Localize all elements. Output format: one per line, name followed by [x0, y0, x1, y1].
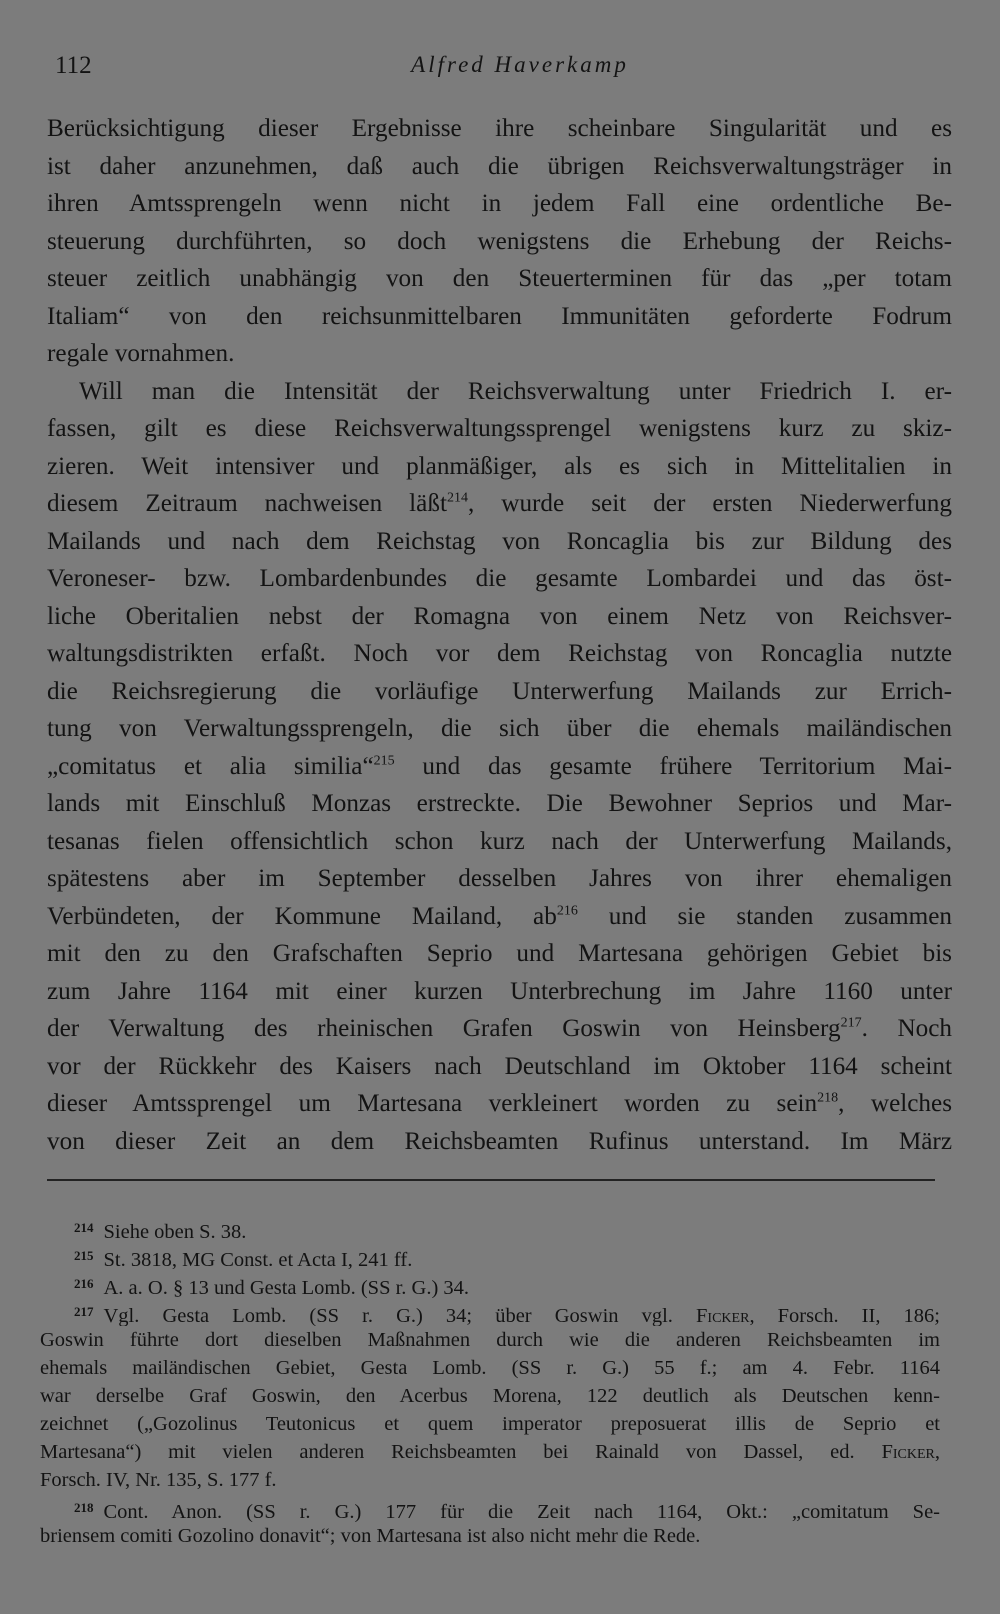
body-line: Will man die Intensität der Reichsverwaltung unter Friedrich I. er-: [79, 377, 952, 405]
footnote-number: 215: [74, 1248, 94, 1263]
body-line: steuer zeitlich unabhängig von den Steuerterminen für das „per totam: [47, 265, 952, 292]
footnote-reference[interactable]: 215: [373, 753, 395, 769]
body-line: Veroneser- bzw. Lombardenbundes die gesamte Lombardei und das öst-: [47, 565, 952, 592]
footnote-number: 217: [74, 1304, 94, 1319]
body-line: die Reichsregierung die vorläufige Unterwerfung Mailands zur Errich-: [47, 677, 952, 705]
body-line-text: und das gesamte frühere Territorium Mai-: [394, 752, 952, 780]
page-number: 112: [55, 52, 92, 79]
page-header: [55, 52, 945, 86]
footnote-number: 214: [74, 1220, 94, 1235]
footnote-text: Goswin führte dort dieselben Maßnahmen durch wie die anderen Reichsbeamten im: [40, 1329, 940, 1351]
footnote-reference[interactable]: 217: [840, 1015, 862, 1031]
footnote-line: [40, 1494, 940, 1522]
footnote-line: [40, 1270, 940, 1298]
body-line-text: diesem Zeitraum nachweisen läßt: [47, 490, 447, 517]
footnote-number: 216: [74, 1276, 94, 1291]
body-line: steuerung durchführten, so doch wenigstens die Erhebung der Reichs-: [47, 227, 952, 255]
footnote-text: Siehe oben S. 38.: [103, 1221, 247, 1242]
body-line: [47, 748, 952, 786]
body-line: [47, 485, 952, 523]
body-line-text: Verbündeten, der Kommune Mailand, ab: [47, 902, 557, 930]
footnote-text: Forsch. IV, Nr. 135, S. 177 f.: [40, 1469, 277, 1491]
body-line-text: , wurde seit der ersten Niederwerfung: [467, 490, 952, 517]
body-line: ihren Amtssprengeln wenn nicht in jedem Fall eine ordentliche Be-: [47, 190, 952, 217]
body-line-text: „comitatus et alia similia“: [47, 752, 374, 780]
footnote-line: [40, 1298, 940, 1326]
footnote-text: briensem comiti Gozolino donavit“; von Martesana ist also nicht mehr die Rede.: [40, 1525, 701, 1547]
footnote-reference[interactable]: 218: [817, 1090, 839, 1106]
footnote-line: [40, 1466, 940, 1494]
footnote-text: zeichnet („Gozolinus Teutonicus et quem imperator preposuerat illis de Seprio et: [40, 1413, 940, 1435]
body-line: Berücksichtigung dieser Ergebnisse ihre scheinbare Singularität und es: [47, 115, 952, 142]
body-line: spätestens aber im September desselben Jahres von ihrer ehemaligen: [47, 865, 952, 892]
body-line: Italiam“ von den reichsunmittelbaren Immunitäten geforderte Fodrum: [47, 302, 952, 330]
body-line-text: der Verwaltung des rheinischen Grafen Goswin von Heinsberg: [47, 1015, 841, 1042]
body-line: tesanas fielen offensichtlich schon kurz nach der Unterwerfung Mailands,: [47, 827, 952, 855]
body-line: mit den zu den Grafschaften Seprio und Martesana gehörigen Gebiet bis: [47, 940, 952, 967]
body-line: regale vornahmen.: [47, 340, 235, 367]
footnote-text: war derselbe Graf Goswin, den Acerbus Morena, 122 deutlich als Deutschen kenn-: [40, 1385, 940, 1407]
footnote-reference[interactable]: 214: [446, 490, 468, 506]
body-line-text: und sie standen zusammen: [577, 902, 952, 930]
body-line: von dieser Zeit an dem Reichsbeamten Rufinus unterstand. Im März: [47, 1127, 952, 1155]
body-line: tung von Verwaltungssprengeln, die sich über die ehemals mailändischen: [47, 715, 952, 742]
body-line: [47, 1085, 952, 1123]
footnote-line: [40, 1242, 940, 1270]
body-line: zum Jahre 1164 mit einer kurzen Unterbrechung im Jahre 1160 unter: [47, 977, 952, 1005]
footnotes: [40, 1214, 940, 1550]
footnote-line: [40, 1382, 940, 1410]
footnote-text: Vgl. Gesta Lomb. (SS r. G.) 34; über Goswin vgl. Ficker, Forsch. II, 186;: [103, 1305, 940, 1326]
body-line: [47, 1010, 952, 1048]
body-line: zieren. Weit intensiver und planmäßiger, als es sich in Mittelitalien in: [47, 452, 952, 480]
running-head: Alfred Haverkamp: [411, 52, 629, 77]
body-line-text: , welches: [838, 1090, 952, 1117]
footnote-line: [40, 1214, 940, 1242]
footnote-line: [40, 1354, 940, 1382]
footnote-line: [40, 1410, 940, 1438]
body-line: [47, 898, 952, 936]
footnote-line: [40, 1522, 940, 1550]
footnote-number: 218: [74, 1500, 94, 1515]
footnote-line: [40, 1326, 940, 1354]
footnote-text: Cont. Anon. (SS r. G.) 177 für die Zeit nach 1164, Okt.: „comitatum Se-: [103, 1501, 940, 1522]
body-text: [47, 110, 952, 1160]
footnote-reference[interactable]: 216: [556, 903, 578, 919]
body-line: ist daher anzunehmen, daß auch die übrigen Reichsverwaltungsträger in: [47, 152, 952, 180]
footnote-text: Martesana“) mit vielen anderen Reichsbeamten bei Rainald von Dassel, ed. Ficker,: [40, 1441, 940, 1463]
footnote-divider: [47, 1179, 935, 1181]
body-line: waltungsdistrikten erfaßt. Noch vor dem Reichstag von Roncaglia nutzte: [47, 640, 952, 667]
body-line: lands mit Einschluß Monzas erstreckte. Die Bewohner Seprios und Mar-: [47, 790, 952, 817]
footnote-text: A. a. O. § 13 und Gesta Lomb. (SS r. G.) 34.: [103, 1277, 470, 1298]
footnote-text: ehemals mailändischen Gebiet, Gesta Lomb. (SS r. G.) 55 f.; am 4. Febr. 1164: [40, 1357, 940, 1379]
body-line-text: . Noch: [861, 1015, 952, 1042]
body-line: Mailands und nach dem Reichstag von Roncaglia bis zur Bildung des: [47, 527, 952, 555]
body-line-text: dieser Amtssprengel um Martesana verkleinert worden zu sein: [47, 1090, 818, 1117]
footnote-line: [40, 1438, 940, 1466]
body-line: fassen, gilt es diese Reichsverwaltungssprengel wenigstens kurz zu skiz-: [47, 415, 952, 442]
footnote-text: St. 3818, MG Const. et Acta I, 241 ff.: [103, 1249, 413, 1270]
body-line: vor der Rückkehr des Kaisers nach Deutschland im Oktober 1164 scheint: [47, 1052, 952, 1080]
body-line: liche Oberitalien nebst der Romagna von einem Netz von Reichsver-: [47, 602, 952, 630]
